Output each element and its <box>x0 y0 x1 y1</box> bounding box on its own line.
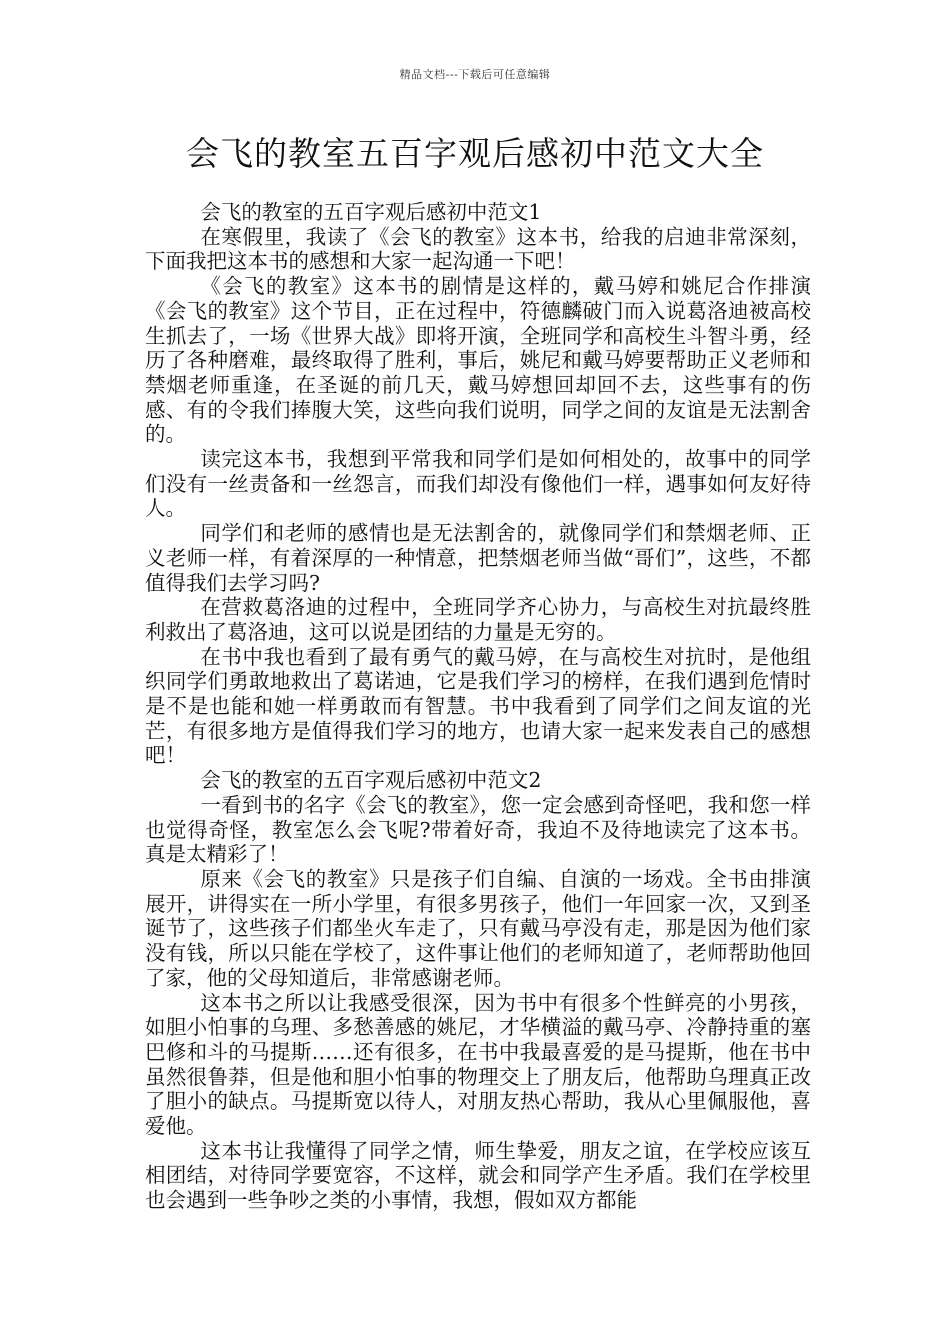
section-heading-2: 会飞的教室的五百字观后感初中范文2 <box>200 768 542 793</box>
section-heading-1: 会飞的教室的五百字观后感初中范文1 <box>200 200 542 224</box>
paragraph: 这本书之所以让我感受很深，因为书中有很多个性鲜亮的小男孩，如胆小怕事的乌理、多愁善感的姚尼，才华横溢的戴马亭、冷静持重的塞巴修和斗的马提斯……还有很多，在书中我最喜爱的是马提斯，他在书中虽然很鲁莽，但是他和胆小怕事的物理交上了朋友后，他帮助乌理真正改了胆小的缺点。马提斯宽以待人，对朋友热心帮助，我从心里佩服他，喜爱他。 <box>145 990 811 1139</box>
document-body <box>145 200 811 1213</box>
paragraph: 原来《会飞的教室》只是孩子们自编、自演的一场戏。全书由排演展开，讲得实在一所小学里，有很多男孩子，他们一年回家一次，又到圣诞节了，这些孩子们都坐火车走了，只有戴马亭没有走，那是因为他们家没有钱，所以只能在学校了，这件事让他们的老师知道了，老师帮助他回了家，他的父母知道后，非常感谢老师。 <box>145 866 811 990</box>
paragraph: 这本书让我懂得了同学之情，师生挚爱，朋友之谊，在学校应该互相团结，对待同学要宽容，不这样，就会和同学产生矛盾。我们在学校里也会遇到一些争吵之类的小事情，我想，假如双方都能 <box>145 1138 811 1213</box>
paragraph: 在营救葛洛迪的过程中，全班同学齐心协力，与高校生对抗最终胜利救出了葛洛迪，这可以说是团结的力量是无穷的。 <box>145 595 811 644</box>
document-title: 会飞的教室五百字观后感初中范文大全 <box>186 134 764 173</box>
paragraph: 在书中我也看到了最有勇气的戴马婷，在与高校生对抗时，是他组织同学们勇敢地救出了葛诺迪，它是我们学习的榜样，在我们遇到危情时是不是也能和她一样勇敢而有智慧。书中我看到了同学们之间友谊的光芒，有很多地方是值得我们学习的地方，也请大家一起来发表自己的感想吧！ <box>145 644 811 768</box>
paragraph: 《会飞的教室》这本书的剧情是这样的，戴马婷和姚尼合作排演《会飞的教室》这个节目，正在过程中，符德麟破门而入说葛洛迪被高校生抓去了，一场《世界大战》即将开演，全班同学和高校生斗智斗勇，经历了各种磨难，最终取得了胜利，事后，姚尼和戴马婷要帮助正义老师和禁烟老师重逢，在圣诞的前几天，戴马婷想回却回不去，这些事有的伤感、有的令我们捧腹大笑，这些向我们说明，同学之间的友谊是无法割舍的。 <box>145 274 811 447</box>
paragraph: 在寒假里，我读了《会飞的教室》这本书，给我的启迪非常深刻，下面我把这本书的感想和大家一起沟通一下吧！ <box>145 224 811 274</box>
header-note: 精品文档---下载后可任意编辑 <box>399 68 551 81</box>
paragraph: 同学们和老师的感情也是无法割舍的，就像同学们和禁烟老师、正义老师一样，有着深厚的一种情意，把禁烟老师当做“哥们”，这些，不都值得我们去学习吗? <box>145 521 811 595</box>
paragraph: 一看到书的名字《会飞的教室》，您一定会感到奇怪吧，我和您一样也觉得奇怪，教室怎么会飞呢?带着好奇，我迫不及待地读完了这本书。真是太精彩了！ <box>145 792 811 867</box>
paragraph: 读完这本书，我想到平常我和同学们是如何相处的，故事中的同学们没有一丝责备和一丝怨言，而我们却没有像他们一样，遇事如何友好待人。 <box>145 447 811 521</box>
